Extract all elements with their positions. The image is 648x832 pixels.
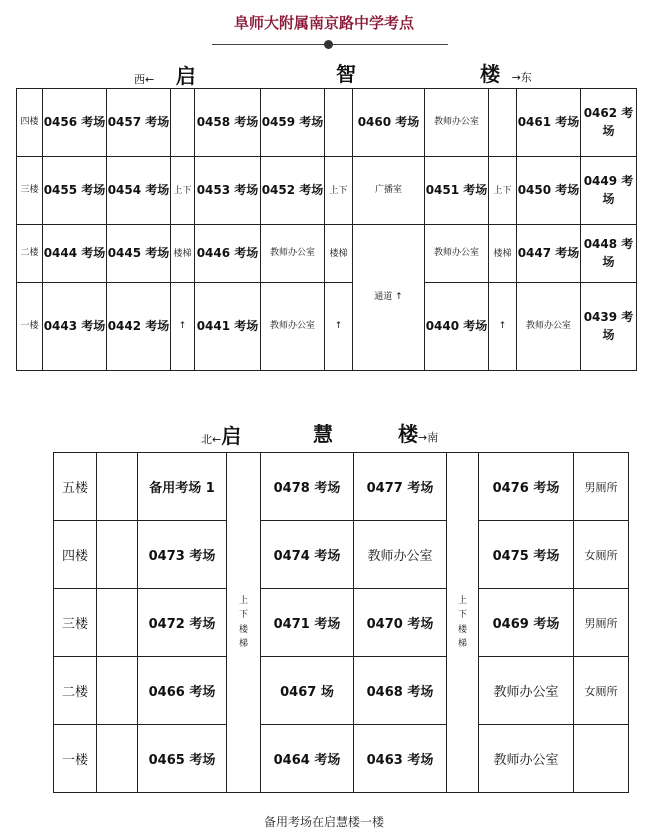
table-row — [17, 225, 637, 283]
floor-label-text: 四楼 — [20, 117, 39, 128]
room-cell: 0468 考场 — [354, 657, 447, 725]
room-cell: 0476 考场 — [479, 453, 574, 521]
building1-header — [134, 60, 196, 89]
passage-cell: 通道 ↑ — [353, 225, 425, 371]
empty-cell — [97, 657, 138, 725]
room-cell: 0456 考场 — [43, 89, 107, 157]
room-cell: 0454 考场 — [107, 157, 171, 225]
north-label: 北← — [201, 433, 222, 446]
room-cell: 0466 考场 — [138, 657, 227, 725]
stairs-label: 上下楼梯 — [457, 595, 467, 649]
stairs-cell: 上下 — [489, 157, 517, 225]
stairs-cell: 楼梯 — [489, 225, 517, 283]
room-cell: 0453 考场 — [195, 157, 261, 225]
restroom-cell: 男厕所 — [574, 589, 629, 657]
table-row — [54, 453, 629, 521]
south-label: →南 — [418, 431, 439, 444]
room-cell: 0450 考场 — [517, 157, 581, 225]
room-cell: 0439 考场 — [581, 283, 637, 371]
room-cell: 0441 考场 — [195, 283, 261, 371]
office-cell: 教师办公室 — [479, 725, 574, 793]
building2-header — [201, 420, 241, 449]
room-cell: 0467 场 — [261, 657, 354, 725]
building2-char-2: 慧 — [313, 422, 333, 446]
stairs-cell: 上下 — [171, 157, 195, 225]
room-cell: 0455 考场 — [43, 157, 107, 225]
room-cell: 0462 考场 — [581, 89, 637, 157]
room-cell: 0477 考场 — [354, 453, 447, 521]
room-cell: 0444 考场 — [43, 225, 107, 283]
up-arrow-icon: ↑ — [171, 283, 195, 371]
building1-table — [16, 88, 637, 371]
title-dot — [324, 40, 333, 49]
restroom-cell: 女厕所 — [574, 657, 629, 725]
table-row — [54, 521, 629, 589]
floor-label — [17, 89, 43, 157]
office-cell: 教师办公室 — [425, 89, 489, 157]
room-cell: 备用考场 1 — [138, 453, 227, 521]
empty-cell — [171, 89, 195, 157]
building1-char-1: 启 — [175, 64, 196, 88]
room-cell: 0473 考场 — [138, 521, 227, 589]
room-cell: 0451 考场 — [425, 157, 489, 225]
floor-label: 五楼 — [54, 453, 97, 521]
building2-char-3: 楼 — [398, 422, 418, 446]
floor-label: 三楼 — [17, 157, 43, 225]
floor-label: 一楼 — [54, 725, 97, 793]
room-cell: 0446 考场 — [195, 225, 261, 283]
table-row — [17, 157, 637, 225]
building2-table — [53, 452, 629, 793]
building1-char-2: 智 — [336, 62, 356, 86]
stairs-label: 上下楼梯 — [238, 595, 248, 649]
up-arrow-icon: ↑ — [489, 283, 517, 371]
room-cell: 0465 考场 — [138, 725, 227, 793]
empty-cell — [97, 521, 138, 589]
office-cell: 教师办公室 — [354, 521, 447, 589]
table-row — [54, 589, 629, 657]
room-cell: 0449 考场 — [581, 157, 637, 225]
stairs-cell — [447, 453, 479, 793]
table-row — [17, 283, 637, 371]
west-label: 西← — [134, 73, 155, 86]
empty-cell — [574, 725, 629, 793]
floor-label: 三楼 — [54, 589, 97, 657]
empty-cell — [97, 453, 138, 521]
floor-label: 二楼 — [54, 657, 97, 725]
room-cell: 0445 考场 — [107, 225, 171, 283]
building1-header-right — [480, 58, 532, 87]
room-cell: 0470 考场 — [354, 589, 447, 657]
room-cell: 0460 考场 — [353, 89, 425, 157]
broadcast-room-cell: 广播室 — [353, 157, 425, 225]
building2-header-right — [398, 418, 438, 447]
office-cell: 教师办公室 — [261, 283, 325, 371]
room-cell: 0459 考场 — [261, 89, 325, 157]
building1-char-3: 楼 — [480, 62, 500, 86]
up-arrow-icon: ↑ — [325, 283, 353, 371]
room-cell: 0461 考场 — [517, 89, 581, 157]
table-row — [54, 657, 629, 725]
table-row — [17, 89, 637, 157]
room-cell: 0442 考场 — [107, 283, 171, 371]
room-cell: 0448 考场 — [581, 225, 637, 283]
footer-note: 备用考场在启慧楼一楼 — [263, 815, 384, 829]
room-cell: 0458 考场 — [195, 89, 261, 157]
room-cell: 0464 考场 — [261, 725, 354, 793]
office-cell: 教师办公室 — [425, 225, 489, 283]
room-cell: 0475 考场 — [479, 521, 574, 589]
room-cell: 0440 考场 — [425, 283, 489, 371]
empty-cell — [97, 725, 138, 793]
room-cell: 0472 考场 — [138, 589, 227, 657]
room-cell: 0443 考场 — [43, 283, 107, 371]
page-title: 阜师大附属南京路中学考点 — [233, 14, 414, 32]
table-row — [54, 725, 629, 793]
building2-char-1: 启 — [221, 424, 242, 448]
empty-cell — [489, 89, 517, 157]
room-cell: 0452 考场 — [261, 157, 325, 225]
floor-label: 二楼 — [17, 225, 43, 283]
room-cell: 0463 考场 — [354, 725, 447, 793]
room-cell: 0474 考场 — [261, 521, 354, 589]
restroom-cell: 男厕所 — [574, 453, 629, 521]
office-cell: 教师办公室 — [517, 283, 581, 371]
room-cell: 0447 考场 — [517, 225, 581, 283]
empty-cell — [325, 89, 353, 157]
room-cell: 0478 考场 — [261, 453, 354, 521]
stairs-cell: 楼梯 — [325, 225, 353, 283]
room-cell: 0471 考场 — [261, 589, 354, 657]
empty-cell — [97, 589, 138, 657]
floor-label: 一楼 — [17, 283, 43, 371]
room-cell: 0469 考场 — [479, 589, 574, 657]
stairs-cell — [227, 453, 261, 793]
restroom-cell: 女厕所 — [574, 521, 629, 589]
stairs-cell: 上下 — [325, 157, 353, 225]
stairs-cell: 楼梯 — [171, 225, 195, 283]
office-cell: 教师办公室 — [261, 225, 325, 283]
floor-label: 四楼 — [54, 521, 97, 589]
office-cell: 教师办公室 — [479, 657, 574, 725]
room-cell: 0457 考场 — [107, 89, 171, 157]
east-label: →东 — [511, 71, 532, 84]
